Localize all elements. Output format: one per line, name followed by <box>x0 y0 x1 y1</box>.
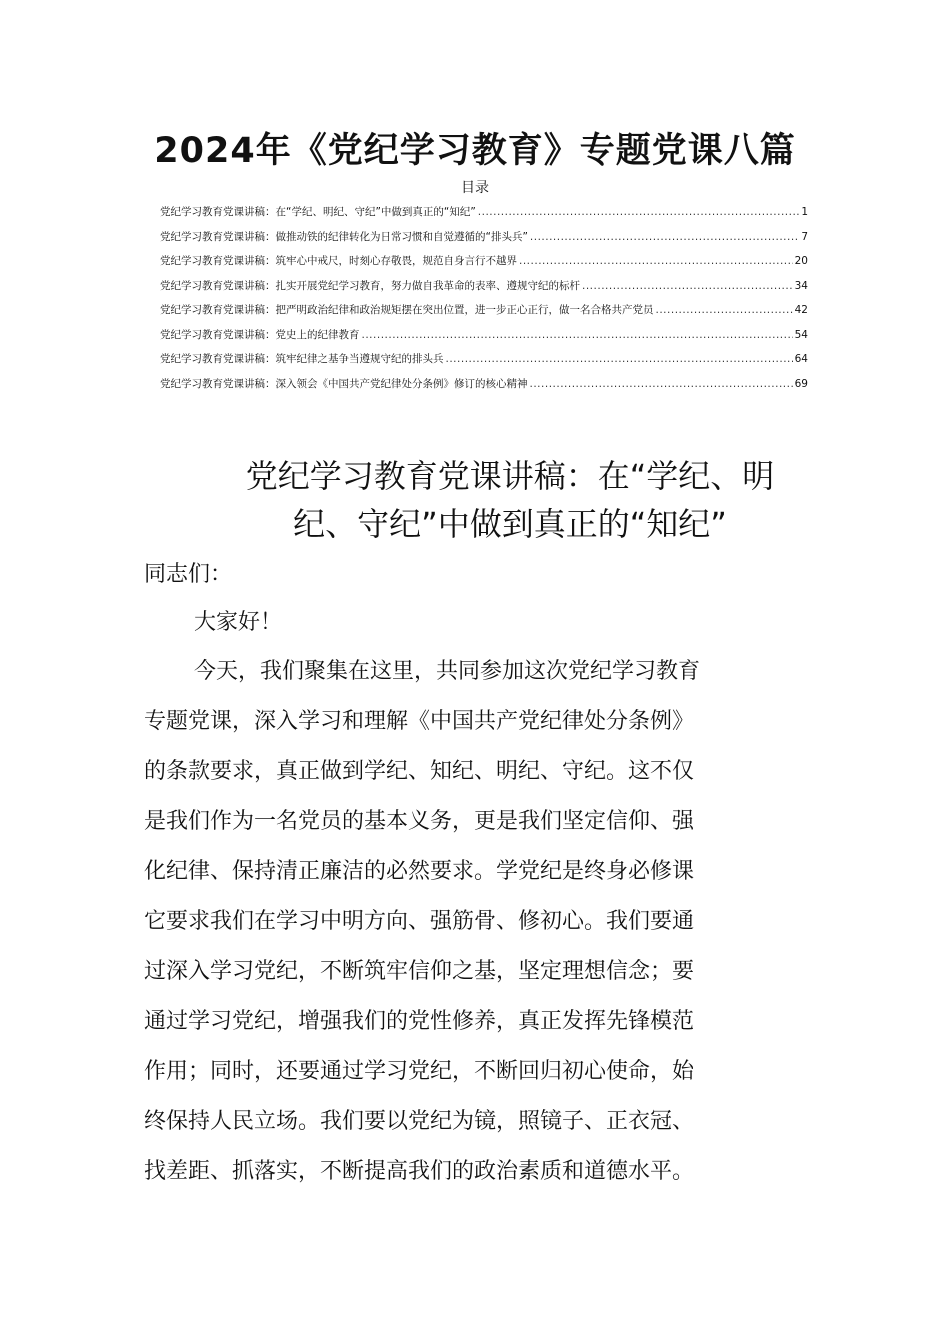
toc-entry-page: 54 <box>794 328 808 341</box>
toc-entry[interactable] <box>160 300 808 325</box>
toc-entry[interactable] <box>160 251 808 276</box>
toc-dot-leader <box>656 300 793 320</box>
toc-entry[interactable] <box>160 202 808 227</box>
table-of-contents <box>160 202 808 398</box>
salutation: 同志们： <box>144 562 233 587</box>
toc-dot-leader <box>478 202 800 222</box>
paragraph-line: 作用；同时，还要通过学习党纪，不断回归初心使命，始 <box>144 1059 695 1084</box>
toc-dot-leader <box>519 251 793 271</box>
toc-dot-leader <box>530 374 793 394</box>
toc-entry-text: 党纪学习教育党课讲稿：做推动铁的纪律转化为日常习惯和自觉遵循的“排头兵” <box>160 230 528 243</box>
paragraph-line: 的条款要求，真正做到学纪、知纪、明纪、守纪。这不仅 <box>144 759 695 784</box>
paragraph-line: 找差距、抓落实，不断提高我们的政治素质和道德水平。 <box>144 1159 695 1184</box>
toc-dot-leader <box>582 276 793 296</box>
toc-entry-text: 党纪学习教育党课讲稿：在“学纪、明纪、守纪”中做到真正的“知纪” <box>160 206 476 218</box>
paragraph-line: 专题党课，深入学习和理解《中国共产党纪律处分条例》 <box>144 709 695 734</box>
paragraph-line: 今天，我们聚集在这里，共同参加这次党纪学习教育 <box>194 659 701 684</box>
toc-entry-page: 69 <box>794 377 808 390</box>
toc-entry[interactable] <box>160 325 808 350</box>
toc-dot-leader <box>530 227 799 247</box>
toc-entry-text: 党纪学习教育党课讲稿：深入领会《中国共产党纪律处分条例》修订的核心精神 <box>160 377 528 390</box>
paragraph-line: 是我们作为一名党员的基本义务，更是我们坚定信仰、强 <box>144 809 695 834</box>
toc-entry-page: 34 <box>794 279 808 292</box>
toc-entry-text: 党纪学习教育党课讲稿：党史上的纪律教育 <box>160 328 360 341</box>
toc-entry-page: 7 <box>801 230 808 243</box>
body-paragraph <box>144 654 814 1204</box>
toc-entry-text: 党纪学习教育党课讲稿：筑牢纪律之基争当遵规守纪的排头兵 <box>160 353 444 365</box>
paragraph-line: 终保持人民立场。我们要以党纪为镜，照镜子、正衣冠、 <box>144 1109 695 1134</box>
paragraph-line: 化纪律、保持清正廉洁的必然要求。学党纪是终身必修课 <box>144 859 695 884</box>
paragraph-line: 它要求我们在学习中明方向、强筋骨、修初心。我们要通 <box>144 909 695 934</box>
document-title: 2024年《党纪学习教育》专题党课八篇 <box>154 131 796 171</box>
section-title-line: 纪、守纪”中做到真正的“知纪” <box>293 505 727 543</box>
toc-entry[interactable] <box>160 276 808 301</box>
greeting: 大家好！ <box>194 610 283 635</box>
toc-entry[interactable] <box>160 374 808 399</box>
paragraph-line: 通过学习党纪，增强我们的党性修养，真正发挥先锋模范 <box>144 1009 695 1034</box>
toc-entry-page: 1 <box>801 206 808 218</box>
paragraph-line: 过深入学习党纪，不断筑牢信仰之基，坚定理想信念；要 <box>144 959 695 984</box>
toc-entry[interactable] <box>160 227 808 252</box>
toc-entry-text: 党纪学习教育党课讲稿：筑牢心中戒尺，时刻心存敬畏，规范自身言行不越界 <box>160 255 517 267</box>
toc-dot-leader <box>446 349 793 369</box>
toc-entry-text: 党纪学习教育党课讲稿：扎实开展党纪学习教育，努力做自我革命的表率、遵规守纪的标杆 <box>160 279 580 292</box>
toc-entry-page: 42 <box>794 304 808 316</box>
toc-dot-leader <box>362 325 793 345</box>
toc-entry-page: 64 <box>794 353 808 365</box>
section-title-line: 党纪学习教育党课讲稿：在“学纪、明 <box>245 457 775 495</box>
toc-entry-text: 党纪学习教育党课讲稿：把严明政治纪律和政治规矩摆在突出位置，进一步正心正行，做一名合格共产党员 <box>160 304 654 316</box>
toc-heading: 目录 <box>461 180 489 196</box>
section-title <box>200 452 820 548</box>
toc-entry[interactable] <box>160 349 808 374</box>
toc-entry-page: 20 <box>794 255 808 267</box>
